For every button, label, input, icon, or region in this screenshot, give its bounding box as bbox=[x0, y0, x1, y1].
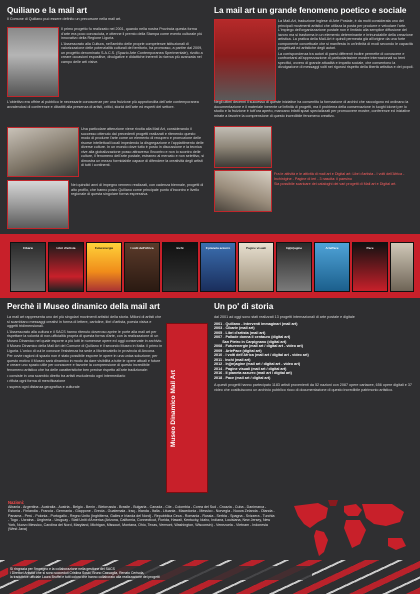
museo-body bbox=[7, 315, 163, 390]
fenomeno-body-full bbox=[214, 100, 414, 119]
catalog-thumb[interactable] bbox=[314, 242, 350, 292]
credits-line: Si ringrazia per l'impegno e la collaborazione nella gestione del SACS bbox=[10, 567, 115, 571]
paragraph: La mail art rappresenta uno dei più singolari movimenti artistici della storia. Milioni di artisti che si scambiano messaggi creativi in forma di lettere, cartoline, libri d'artista, poesia visiva e oggetti tridimensionali. bbox=[7, 315, 162, 329]
history-project: Futurenergie (mail art / digital art - video art) bbox=[225, 344, 303, 349]
paragraph: Il primo progetto fu realizzato nel 2001, quando nella nostra Provincia questa forma d'arte era poco conosciuta, e ottenne il premio della Stampa come evento culturale più innovativo della Regione Liguria. bbox=[61, 27, 203, 41]
history-project: Inj(m)agine (mail art / digital art - video art) bbox=[225, 362, 301, 367]
quiliano-body-mid bbox=[81, 127, 205, 169]
history-item bbox=[214, 376, 414, 381]
catalog-label: Il pianeta azzurro bbox=[205, 246, 231, 250]
catalog-thumb[interactable] bbox=[124, 242, 160, 292]
paragraph: L'obiettivo era offrire al pubblico le necessarie conoscenze per una fruizione più approfondita dell'arte contemporanea avvalendosi di conferenze e dibattiti alla presenza di artisti, critici, storici dell'arte ed esperti del settore. bbox=[7, 100, 199, 109]
paragraph: La corrispondenza tra autori di paesi differenti inoltre permette di conoscere e confrontarsi all'apprezzazione di particolarissime mostre internazionali su temi specifici, ovvero di grande attualità e impatto sociale, che consentono la divulgazione di messaggi volti nei rigorosi rispetto della libertà artistica e dei popoli. bbox=[278, 51, 414, 70]
bullet-item: • supera ogni distanza geografica e culturale bbox=[7, 384, 80, 389]
section-body bbox=[7, 17, 205, 22]
catalog-label: Cibarie bbox=[22, 246, 34, 250]
history-project: Quiliano - Interventi immaginari (mail art) bbox=[225, 321, 298, 326]
quiliano-body-full bbox=[7, 100, 205, 110]
greenland-shape bbox=[328, 500, 338, 506]
catalog-thumb[interactable] bbox=[10, 242, 46, 292]
section-quiliano bbox=[7, 6, 205, 23]
catalog-thumb[interactable] bbox=[200, 242, 236, 292]
asia-shape bbox=[362, 504, 404, 526]
storia-intro: dal 2001 ad oggi sono stati realizzati 13 progetti internazionali di arte postale e digitale bbox=[214, 315, 355, 319]
paragraph: Il Comune di Quiliano può essere definito un precursore nella mail art. bbox=[7, 17, 122, 21]
history-year: 2016 bbox=[214, 371, 223, 376]
storia-summary: A questi progetti hanno partecipato 1183 artisti provenienti da 52 nazioni con 2087 opere cartacee, 656 opere digitali e 37 video che costituiscono un archivio pubblico ricco di documentazione di questo incredibile patrimonio artistico. bbox=[214, 383, 412, 392]
catalog-thumb[interactable] bbox=[390, 242, 414, 292]
catalog-label: Pagine visuali bbox=[245, 246, 266, 250]
history-separator: - bbox=[222, 375, 226, 380]
bullet-item: • rifiuta ogni forma di mercificazione bbox=[7, 379, 66, 384]
nations-list: Albania - Argentina - Australia - Austria - Belgio - Benin - Bielorussia - Brasile - Bulgaria - Canada - Cile - Colombia - Corea del Sud - Croazia - Cuba - Danimarca - Estonia - Finlandia - Francia - Germania - Giappone - Grecia - Guatemala - Iraq - Irlanda - Italia - Lituania - Macedonia - Messico - Norvegia - Nuova Zelanda - Olanda - Panama - Perù - Polonia - Portogallo - Regno Unito (Inghilterra, Galles e Irlanda del Nord) - Repubblica Ceca - Romania - Russia - Serbia - Spagna - Svizzera - Turchia - Togo - Ucraina - Ungheria - Uruguay - Stati Uniti d'America (Arizona, California, Connecticut, Florida, Hawaii, Kentucky, Idaho, Indiana, Louisiana, New Jersey, New York, Nuovo Messico, Carolina del Nord, Maryland, Michigan, Missouri, Montana, Ohio, Texas, Vermont, Washington, Wisconsin) - Venezuela - Vietnam - Indonesia (West Java) bbox=[8, 505, 275, 532]
section-title: Perchè il Museo dinamico della mail art bbox=[7, 302, 160, 311]
history-year: 2010 bbox=[214, 353, 223, 358]
paragraph: Nei quindici anni di impegno vennero realizzati, con cadenza biennale, progetti di alto profilo, che hanno posto Quiliano come principale punto d'incontro e livello regionale di questa singolare forma espressiva. bbox=[71, 183, 204, 197]
catalog-label: Inchi bbox=[176, 246, 184, 250]
links-text[interactable]: Fra le attività e le attività di mail art e Digital art: Libri d'artista - I volti dell'Africa - Inchinigine - Pagine di ieri - 3 nascita: il paesino bbox=[274, 172, 405, 181]
history-year: 2014 bbox=[214, 366, 223, 371]
section-fenomeno bbox=[214, 6, 414, 16]
history-project: Cibarie (mail art) bbox=[225, 326, 255, 331]
quiliano-body-right bbox=[61, 27, 205, 65]
history-project: Pace (mail art / digital art) bbox=[225, 375, 271, 380]
poster-title: Museo Dinamico Mail Art bbox=[170, 369, 177, 447]
section-storia bbox=[214, 302, 414, 392]
history-separator: - bbox=[222, 335, 226, 340]
paragraph: L'Assessorato alla cultura e il SACS hanno ritenuto doveroso aprire le porte alla mail art per rispettare la volontà di non-ufficialità propria di questa forma d'arte, con la realizzazione di un Museo Dinamico nel quale esporre a più lotti le numerose opere ed oggi conservate in archivio. bbox=[7, 329, 163, 343]
history-year: 2008 bbox=[214, 344, 223, 349]
history-year: 2018 bbox=[214, 375, 223, 380]
catalog-label: Pace bbox=[366, 246, 374, 250]
history-year: 2011 bbox=[214, 357, 222, 362]
credits-line: i Direttori Artistici che si sono succeduti Cristina Sosio, Bruno Cassaglia, Renato Cerisola, bbox=[10, 571, 145, 576]
history-separator: - bbox=[222, 326, 226, 331]
catalog-thumb[interactable] bbox=[352, 242, 388, 292]
history-project: Il pianeta azzurro (mail art / digital art) bbox=[225, 371, 292, 376]
section-title: Un po' di storia bbox=[214, 302, 274, 311]
catalog-label: I volti dell'Africa bbox=[130, 246, 154, 250]
download-text[interactable]: Sia possibile scaricare dei cataloghi dei vari progetti di Mail art e Digital art. bbox=[274, 182, 397, 187]
section-museo bbox=[7, 302, 207, 312]
europe-shape bbox=[344, 504, 362, 516]
fenomeno-links bbox=[274, 172, 414, 188]
credits-block bbox=[8, 566, 312, 580]
photo-exhibition-hall bbox=[7, 27, 59, 97]
history-year: 2012 bbox=[214, 362, 223, 367]
history-project: Inchi (mail art) bbox=[225, 357, 251, 362]
history-project: ArtePace (digital art) bbox=[225, 348, 262, 353]
photo-exhibition-room bbox=[214, 126, 272, 168]
catalog-thumb[interactable] bbox=[48, 242, 84, 292]
history-list bbox=[214, 322, 414, 381]
photo-museum-red-wall bbox=[214, 19, 276, 101]
history-project: Pagine visuali (mail art / digital art) bbox=[225, 366, 287, 371]
paragraph: Una particolare attenzione viene rivolta alla Mail Art, considerando il successo ottenuto dai precedenti progetti realizzati e ritenendo questo modo di produrre l'arte come un elemento di recupero e promozione delle risorse intellettuali locali impedendo la disgregazione e l'appiattimento delle diverse culture. In un mondo dove tutto è posto in discussione e la tecnica vive alla globalizzazione posso attraverso l'incontro e non lo scontro delle culture, il fenomeno dell'arte postale, estraneo al mercato e non selettivo, si dimostra un mezzo formidabile capace di difendere la creatività degli artisti di tutti i continenti. bbox=[81, 127, 205, 168]
history-project: Libri d'artista (mail art) bbox=[225, 330, 266, 335]
credits-line: la traduttrice ufficiale Laura Bruffel e tutti coloro che hanno collaborato alla realizzazione dei progetti bbox=[10, 575, 160, 580]
history-separator: - bbox=[222, 344, 226, 349]
catalog-thumb[interactable] bbox=[162, 242, 198, 292]
catalog-label: Libri d'artista bbox=[56, 246, 76, 250]
photo-gallery-wall bbox=[7, 180, 69, 229]
photo-conference bbox=[7, 127, 79, 177]
history-separator: - bbox=[222, 371, 226, 376]
history-project: Pallade donna il centauro (digital art) bbox=[225, 335, 291, 340]
nations-title: Nazioni: bbox=[8, 500, 25, 505]
history-separator: - bbox=[222, 362, 226, 367]
history-separator: - bbox=[222, 366, 226, 371]
history-separator: - bbox=[222, 357, 226, 362]
south-america-shape bbox=[314, 530, 328, 556]
history-year: 2005 bbox=[214, 330, 223, 335]
history-project: San Pietro in Carpignano (digital art) bbox=[222, 339, 287, 344]
paragraph: Il Museo Dinamico della Mail Art del Comune di Quiliano è il secondo Museo in Italia: il primo in Liguria. L'unico di cui le conosce l'esistenza ha sede a Montecatello in provincia di Ancona. bbox=[7, 344, 163, 353]
history-year: 2007 bbox=[214, 335, 223, 340]
history-separator bbox=[214, 340, 222, 344]
catalog-band bbox=[0, 234, 420, 298]
catalog-label: Inj(m)agine bbox=[285, 246, 302, 250]
history-year: 2003 bbox=[214, 326, 223, 331]
north-america-shape bbox=[294, 503, 328, 528]
history-project: I volti dell'Africa (mail art / digital art - video art) bbox=[225, 353, 309, 358]
bullet-item: • consiste in una scambio diretto tra artisti escludendo ogni intermediario bbox=[7, 373, 126, 378]
section-title: Quiliano e la mail art bbox=[7, 6, 88, 15]
history-year: 2001 bbox=[214, 321, 223, 326]
catalog-label: Futurenergie bbox=[94, 246, 114, 250]
paragraph: Negli ultimi decenni il successo di queste iniziative ha consentito la formazione di archivi che raccolgono ed ordinano la documentazione e il materiale inerente un'infinità di progetti, ma il problema della conservazione in luoghi idonei per lo studio e la fruizione è tutt'ora aperto, mancano infatti spazi specializzati per promuovere mostre, conferenze ed iniziative mirate a favorire la comprensione di questo incredibile fenomeno creativo. bbox=[214, 100, 411, 118]
catalog-thumb[interactable] bbox=[276, 242, 312, 292]
oceania-shape bbox=[388, 538, 406, 550]
history-year: 2009 bbox=[214, 348, 223, 353]
history-separator: - bbox=[222, 330, 226, 335]
catalog-label: ArtePace bbox=[325, 246, 339, 250]
paragraph: La Mail-Art, traduzione inglese di Arte Postale, è da molti considerata uno dei principali movimenti artistici che utilizza la posta per produrre e veicolare l'arte. L'impiego dell'organizzazione postale non è limitato alla semplice diffusione del lavoro ma si trasforma in un elemento determinante e irrinunciabile della creazione artistica. La pratica della Mail-Art è quindi permeata già all'origine da una forte componente concettuale che si manifesta in un'infinità di modi secondo le capacità progettuali ed artistiche degli autori. bbox=[278, 19, 413, 51]
world-map bbox=[288, 498, 412, 562]
catalog-thumb[interactable] bbox=[86, 242, 122, 292]
history-separator: - bbox=[222, 348, 226, 353]
history-separator: - bbox=[222, 321, 226, 326]
catalog-thumb[interactable] bbox=[238, 242, 274, 292]
history-separator: - bbox=[222, 353, 226, 358]
museum-poster bbox=[166, 323, 208, 493]
africa-shape bbox=[344, 520, 366, 548]
photo-visitors bbox=[214, 170, 272, 212]
quiliano-body-bottom bbox=[71, 183, 205, 198]
fenomeno-body-right bbox=[278, 19, 414, 71]
section-title: La mail art un grande fenomeno poetico e sociale bbox=[214, 6, 407, 15]
paragraph: L'Assessorato alla Cultura, nell'ambito delle proprie competenze istituzionali di valorizzazione delle potenzialità culturali del territorio, ha promosso, a partire dal 2009, un progetto denominato S.A.C.S. (Spazio Arte Contemporanea Sperimentale), rivolto a creare occasioni espositive, divulgative e didattiche inerenti la ricerca più avanzata nel campo delle arti visive. bbox=[61, 41, 203, 64]
paragraph: Per ovvie ragioni di spazio non è stato possibile esporre le opere in una unica soluzione; per questo motivo il Museo sarà dinamico in modo da dare visibilità a tutte le opere attuali e future e creare uno spazio utile per conoscere e favorire la comprensione di questo incredibile fenomeno artistico che ha delle caratteristiche ben precise rispetto all'arte tradizionale: bbox=[7, 354, 161, 373]
